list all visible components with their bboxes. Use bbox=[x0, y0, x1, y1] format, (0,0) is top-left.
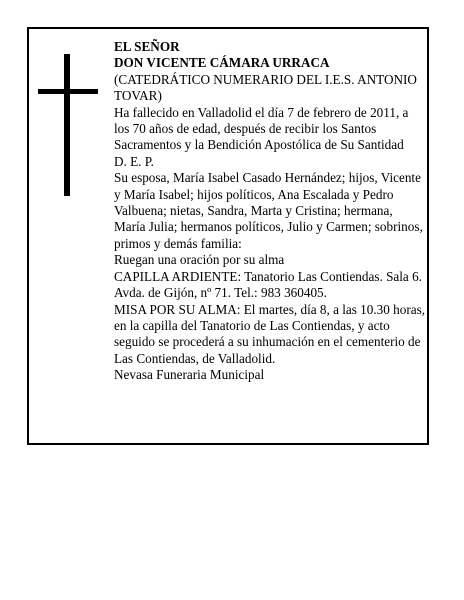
heading-title: EL SEÑOR bbox=[114, 39, 180, 54]
funeral-home: Nevasa Funeraria Municipal bbox=[114, 367, 265, 383]
prayer-request: Ruegan una oración por su alma bbox=[114, 252, 285, 268]
obituary-text bbox=[114, 39, 426, 384]
cross-vertical-bar bbox=[64, 54, 70, 196]
deceased-name: DON VICENTE CÁMARA URRACA bbox=[114, 55, 330, 71]
chapel-info: CAPILLA ARDIENTE: Tanatorio Las Contiendas. Sala 6. Avda. de Gijón, nº 71. Tel.: 983 360405. bbox=[114, 268, 422, 301]
mass-info: MISA POR SU ALMA: El martes, día 8, a las 10.30 horas, en la capilla del Tanatorio de Las Contiendas, y acto seguido se procederá a su inhumación en el cementerio de Las Contiendas, de Valladolid. bbox=[114, 301, 425, 366]
cross-horizontal-bar bbox=[38, 89, 98, 94]
deceased-position: (CATEDRÁTICO NUMERARIO DEL I.E.S. ANTONIO TOVAR) bbox=[114, 71, 417, 104]
rip-text: D. E. P. bbox=[114, 153, 154, 169]
death-statement: Ha fallecido en Valladolid el día 7 de febrero de 2011, a los 70 años de edad, después de recibir los Santos Sacramentos y la Bendición Apostólica de Su Santidad bbox=[114, 104, 409, 153]
family-list: Su esposa, María Isabel Casado Hernández; hijos, Vicente y María Isabel; hijos políticos, Ana Escalada y Pedro Valbuena; nietas, Sandra, Marta y Cristina; hermana, María Julia; hermanos políticos, Julio y Carmen; sobrinos, primos y demás familia: bbox=[114, 170, 423, 251]
cross-icon bbox=[38, 54, 98, 196]
